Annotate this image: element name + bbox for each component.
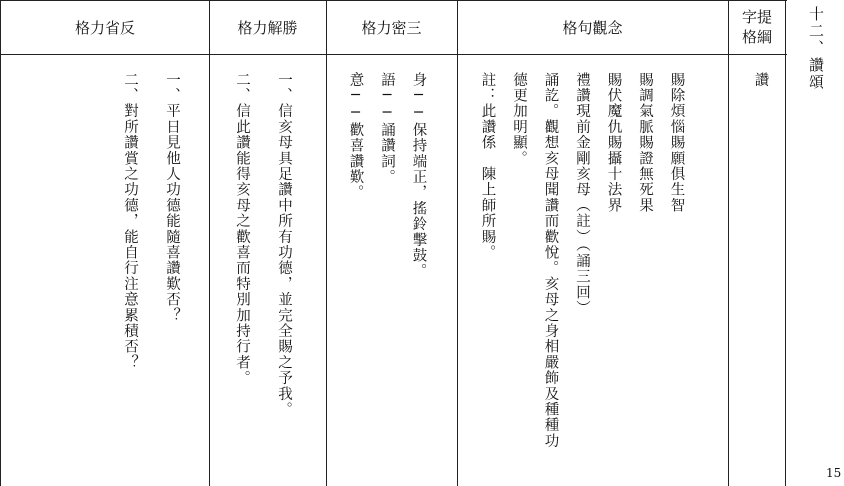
col4-line: 誦訖。觀想亥母聞讚而歡悅。亥母之身相嚴飾及種種功 — [542, 72, 559, 449]
header-col3: 格力密三 — [361, 18, 422, 37]
header-divider — [1, 54, 787, 55]
page-number: 15 — [826, 466, 842, 480]
col1-line: 二、對所讚賞之功德，能自行注意累積否？ — [122, 72, 138, 371]
col3-body — [339, 72, 434, 279]
col1-body — [109, 72, 193, 370]
col1-line: 一、平日見他人功德能隨喜讚歎否？ — [164, 72, 180, 324]
col4-note: 註：此讚係 陳上師所賜。 — [479, 72, 496, 261]
col3-line: 語──誦讚詞。 — [379, 72, 395, 185]
header-col5 — [728, 0, 786, 54]
col4-line: 德更加明顯。 — [511, 72, 527, 167]
col4-line: 禮讚現前金剛亥母（註）（誦三回） — [574, 72, 590, 316]
column-divider — [326, 0, 327, 486]
header-col1: 格力省反 — [74, 18, 135, 37]
col4-line: 賜伏魔仇賜攝十法界 — [605, 72, 622, 214]
header-col5-line1: 字提 — [741, 8, 772, 26]
col5-text: 讚 — [752, 72, 769, 88]
header-col5-line2: 格綱 — [741, 28, 772, 46]
header-col2: 格力解勝 — [237, 18, 298, 37]
column-divider — [728, 0, 729, 486]
section-title: 十二、讚頌 — [807, 6, 825, 91]
column-divider — [209, 0, 210, 486]
header-col4: 格句觀念 — [562, 18, 623, 37]
col4-line: 賜調氣脈賜證無死果 — [637, 72, 653, 214]
col2-body — [221, 72, 305, 417]
col2-line: 二、信此讚能得亥母之歡喜而特別加持行者。 — [234, 72, 250, 386]
column-divider — [457, 0, 458, 486]
col4-body — [471, 72, 692, 449]
col5-body — [744, 72, 776, 88]
col4-line: 賜除煩惱賜願俱生智 — [668, 72, 685, 214]
col3-line: 意──歡喜讚歎。 — [347, 72, 364, 201]
col2-line: 一、信亥母具足讚中所有功德，並完全賜之予我。 — [276, 72, 292, 418]
col3-line: 身──保持端正，搖鈴擊鼓。 — [410, 72, 427, 280]
